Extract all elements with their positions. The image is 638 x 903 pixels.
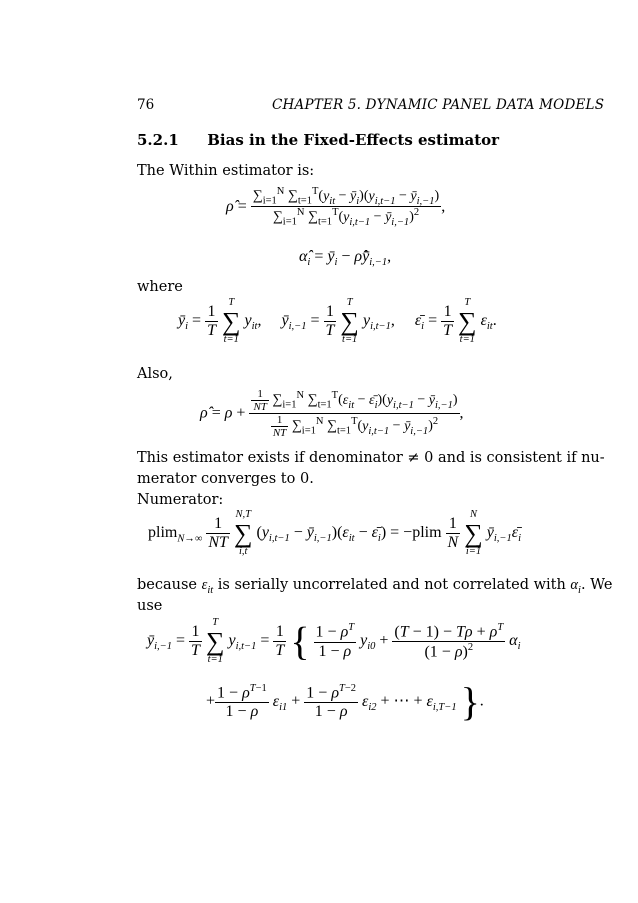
section-number: 5.2.1 <box>137 131 179 149</box>
paragraph-exists-line1: This estimator exists if denominator ≠ 0 and is consistent if nu- <box>137 450 605 466</box>
section-title: Bias in the Fixed-Effects estimator <box>207 131 500 149</box>
paragraph-use: use <box>137 598 163 614</box>
equation-alpha-hat: $\alphâ_i$ = $ȳ_i$ − $\rhôȳ_{i,-1}$, <box>299 248 392 269</box>
paragraph-exists-line2: merator converges to 0. <box>137 471 314 487</box>
equation-ybar-expansion-1: $ȳ_{i,-1}$ = $\frac{1}{T}$ T ∑ t=1 $y_{i,t-1}$ = $\frac{1}{T}$ { $\frac{1 - \rho^T}{1 - \rho}$ $y_{i0}$ + $\frac{(T - 1) - T\rho + \rho^T}{(1 - \rho)^2}$ $\alpha_i$ <box>147 617 521 665</box>
running-header: CHAPTER 5. DYNAMIC PANEL DATA MODELS <box>272 97 605 113</box>
paragraph-also: Also, <box>137 366 173 382</box>
because-text-b: is serially uncorrelated and not correlated with <box>213 577 571 593</box>
inline-alpha-i: $\alpha_i$ <box>570 577 581 596</box>
page-number: 76 <box>137 97 155 113</box>
equation-ybar-expansion-2: + $\frac{1 - \rho^{T-1}}{1 - \rho}$ $\varepsilon_{i1}$ + $\frac{1 - \rho^{T-2}}{1 - \rho}$ $\varepsilon_{i2}$ + ⋯ + $\varepsilon_{i,T-1}$ }. <box>206 679 484 724</box>
equation-rho-hat: ρ̂ = $\frac{\sum_{i=1}^N \sum_{t=1}^T(y_{it} - ȳ_i)(y_{i,t-1} - ȳ_{i,-1})}{\sum_{i=1}^N \sum_{t=1}^T(y_{i,t-1} - ȳ_{i,-1})^2}$ , <box>226 186 446 228</box>
paragraph-because <box>137 574 613 602</box>
paragraph-numerator: Numerator: <box>137 492 224 508</box>
inline-eps-it: $\varepsilon_{it}$ <box>201 577 214 596</box>
equation-rho-decomposition: ρ̂ = ρ + $\frac{1}{NT}$ $\sum_{i=1}^N$ $\sum_{t=1}^T(\varepsilon_{it}$ − $\varepsilon̄_i)(y_{i,t-1}$ − $ȳ_{i,-1}$) $\frac{1}{NT}$ $\sum_{i=1}^N$ $\sum_{t=1}^T(y_{i,t-1}$ − $ȳ_{i,-1})^2$ , <box>200 388 464 439</box>
paragraph-within: The Within estimator is: <box>137 163 315 179</box>
section-heading <box>137 131 499 149</box>
paragraph-where: where <box>137 279 183 295</box>
equation-plim: plim$_{N\to\infty}$ $\frac{1}{NT}$ N,T ∑ i,t ($y_{i,t-1}$ − $ȳ_{i,-1})(\varepsilon_{it}$ − $\varepsilon̄_i) = -plim$ $\frac{1}{N}$ N ∑ i=1 $ȳ_{i,-1}\varepsilon̄_i$ <box>148 509 521 557</box>
equation-means: $ȳ_i$ = $\frac{1}{T}$ T ∑ t=1 $y_{it}$, $ȳ_{i,-1}$ = $\frac{1}{T}$ T ∑ t=1 $y_{i,t-1}$, $\varepsilon̄_i$ = $\frac{1}{T}$ T ∑ t=1 $\varepsilon_{it}$. <box>178 297 497 345</box>
because-text-c: . We <box>580 577 613 593</box>
because-text-a: because <box>137 577 202 593</box>
